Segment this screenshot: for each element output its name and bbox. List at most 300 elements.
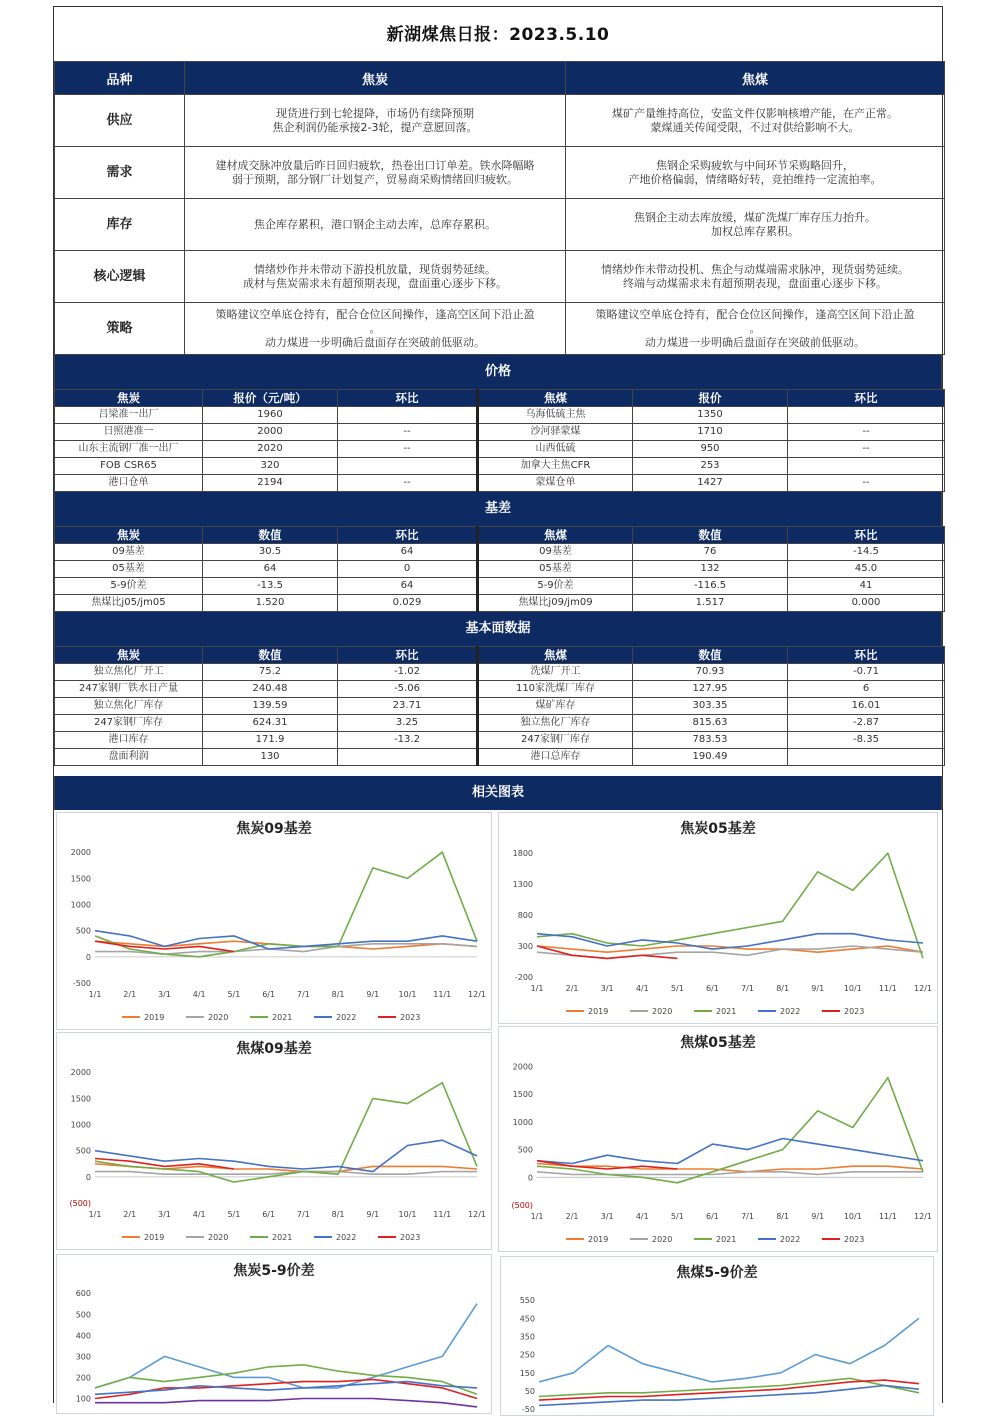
y-tick-label: 500 xyxy=(517,1145,533,1155)
legend-label: 2022 xyxy=(336,1013,357,1022)
x-tick-label: 3/1 xyxy=(158,990,171,999)
summary-row-demand xyxy=(55,147,945,199)
price-header-cell: 焦炭 xyxy=(55,390,203,407)
fundamental-cell: 190.49 xyxy=(633,749,788,766)
summary-text-line: 焦企库存累积，港口钢企主动去库，总库存累积。 xyxy=(254,217,496,231)
summary-text-line: 焦钢企主动去库放缓，煤矿洗煤厂库存压力抬升。 xyxy=(634,210,876,224)
summary-text-line: 。 xyxy=(369,321,381,335)
price-cell xyxy=(338,458,478,475)
x-tick-label: 6/1 xyxy=(706,1212,719,1221)
chart-0 xyxy=(56,812,492,1030)
summary-text-line: 策略建议空单底仓持有，配合仓位区间操作，逢高空区间下沿止盈 xyxy=(215,307,535,321)
price-cell: 山西低硫 xyxy=(478,441,633,458)
fundamental-header-row xyxy=(55,647,945,664)
summary-row-inventory xyxy=(55,199,945,251)
summary-coke-cell xyxy=(185,147,566,199)
fundamental-cell: -1.02 xyxy=(338,664,478,681)
x-tick-label: 9/1 xyxy=(366,1210,380,1219)
fundamental-cell: 独立焦化厂开工 xyxy=(55,664,203,681)
fundamental-cell: 16.01 xyxy=(788,698,945,715)
legend-label: 2022 xyxy=(780,1007,801,1016)
summary-coal-cell xyxy=(566,303,945,355)
fundamental-cell: 独立焦化厂库存 xyxy=(55,698,203,715)
series-line-a xyxy=(95,1304,477,1388)
y-tick-label: 2000 xyxy=(512,1062,533,1072)
x-tick-label: 12/1 xyxy=(914,1212,932,1221)
basis-cell: 45.0 xyxy=(788,561,945,578)
x-tick-label: 8/1 xyxy=(331,990,345,999)
summary-coal-cell xyxy=(566,147,945,199)
y-tick-label: 550 xyxy=(519,1296,535,1306)
fundamental-section-title: 基本面数据 xyxy=(54,612,942,646)
y-tick-label: 600 xyxy=(75,1289,91,1299)
series-line-2021 xyxy=(95,852,477,957)
basis-header-cell: 数值 xyxy=(633,527,788,544)
fundamental-cell: 75.2 xyxy=(203,664,338,681)
fundamental-cell xyxy=(788,749,945,766)
basis-cell: 64 xyxy=(338,544,478,561)
summary-text-line: 终端与动煤需求未有超预期表现，盘面重心逐步下移。 xyxy=(623,276,887,290)
price-cell xyxy=(788,458,945,475)
fundamental-cell: 303.35 xyxy=(633,698,788,715)
x-tick-label: 9/1 xyxy=(366,990,380,999)
summary-row-label: 供应 xyxy=(55,95,185,147)
price-cell: 山东主流钢厂准一出厂 xyxy=(55,441,203,458)
summary-coke-cell xyxy=(185,251,566,303)
price-cell: 加拿大主焦CFR xyxy=(478,458,633,475)
x-tick-label: 5/1 xyxy=(227,1210,241,1219)
legend-label: 2021 xyxy=(716,1007,737,1016)
y-tick-label: -50 xyxy=(521,1405,535,1415)
summary-coke-cell xyxy=(185,199,566,251)
series-line-e xyxy=(95,1399,477,1407)
price-cell: 2020 xyxy=(203,441,338,458)
price-cell: 1350 xyxy=(633,407,788,424)
x-tick-label: 11/1 xyxy=(433,1210,452,1219)
charts-section-title: 相关图表 xyxy=(54,776,942,810)
basis-cell: 132 xyxy=(633,561,788,578)
x-tick-label: 2/1 xyxy=(565,1212,579,1221)
summary-text-line: 现货进行到七轮提降，市场仍有续降预期 xyxy=(276,106,474,120)
legend-label: 2021 xyxy=(272,1233,293,1242)
legend-label: 2022 xyxy=(780,1235,801,1244)
fundamental-cell: 139.59 xyxy=(203,698,338,715)
price-cell: 1710 xyxy=(633,424,788,441)
price-cell: 沙河驿蒙煤 xyxy=(478,424,633,441)
fundamental-row xyxy=(55,664,945,681)
summary-text-line: 产地价格偏弱，情绪略好转，竞拍维持一定流拍率。 xyxy=(628,172,882,186)
fundamental-cell: 240.48 xyxy=(203,681,338,698)
y-tick-label: 1500 xyxy=(512,1090,533,1100)
fundamental-cell: 独立焦化厂库存 xyxy=(478,715,633,732)
y-tick-label: 1300 xyxy=(512,880,533,890)
fundamental-cell: 624.31 xyxy=(203,715,338,732)
fundamental-cell xyxy=(338,749,478,766)
basis-cell: 30.5 xyxy=(203,544,338,561)
chart-svg xyxy=(499,813,937,1023)
y-tick-label: 400 xyxy=(75,1331,91,1341)
fundamental-cell: 783.53 xyxy=(633,732,788,749)
y-tick-label: 100 xyxy=(75,1394,91,1404)
summary-header-coal: 焦煤 xyxy=(566,62,945,95)
x-tick-label: 10/1 xyxy=(843,984,862,993)
series-line-2021 xyxy=(537,1078,923,1183)
x-tick-label: 10/1 xyxy=(398,1210,417,1219)
report-title: 新湖煤焦日报：2023.5.10 xyxy=(386,25,610,45)
basis-cell: 1.520 xyxy=(203,595,338,612)
y-tick-label: 1000 xyxy=(70,1120,91,1130)
summary-row-core-logic xyxy=(55,251,945,303)
legend-label: 2021 xyxy=(716,1235,737,1244)
basis-header-cell: 数值 xyxy=(203,527,338,544)
x-tick-label: 1/1 xyxy=(530,984,544,993)
fundamental-cell: -8.35 xyxy=(788,732,945,749)
fundamental-cell: -13.2 xyxy=(338,732,478,749)
price-cell: 1427 xyxy=(633,475,788,492)
price-row xyxy=(55,441,945,458)
x-tick-label: 6/1 xyxy=(262,990,276,999)
y-tick-label: 450 xyxy=(519,1314,535,1324)
fundamental-cell: 171.9 xyxy=(203,732,338,749)
summary-header-coke: 焦炭 xyxy=(185,62,566,95)
fundamental-header-cell: 数值 xyxy=(203,647,338,664)
fundamental-row xyxy=(55,681,945,698)
x-tick-label: 1/1 xyxy=(88,990,102,999)
y-tick-label: 0 xyxy=(527,1173,533,1183)
summary-text-line: 策略建议空单底仓持有，配合仓位区间操作，逢高空区间下沿止盈 xyxy=(595,307,915,321)
y-tick-label: 350 xyxy=(519,1332,535,1342)
summary-text-line: 加权总库存累积。 xyxy=(711,224,799,238)
x-tick-label: 10/1 xyxy=(843,1212,862,1221)
summary-row-supply xyxy=(55,95,945,147)
summary-text-line: 。 xyxy=(749,321,761,335)
basis-header-row xyxy=(55,527,945,544)
price-cell: 吕梁准一出厂 xyxy=(55,407,203,424)
price-header-row xyxy=(55,390,945,407)
x-tick-label: 4/1 xyxy=(635,984,649,993)
fundamental-row xyxy=(55,749,945,766)
legend-label: 2019 xyxy=(144,1013,165,1022)
chart-svg xyxy=(57,813,491,1029)
y-tick-label: 1800 xyxy=(512,849,533,859)
y-tick-label: 300 xyxy=(517,942,533,952)
y-tick-label: 1500 xyxy=(70,874,91,884)
summary-row-label: 策略 xyxy=(55,303,185,355)
y-tick-label: 250 xyxy=(519,1350,535,1360)
y-tick-label: 0 xyxy=(85,952,91,962)
summary-row-strategy xyxy=(55,303,945,355)
legend-label: 2023 xyxy=(844,1007,865,1016)
fundamental-cell: 23.71 xyxy=(338,698,478,715)
x-tick-label: 5/1 xyxy=(227,990,241,999)
summary-text-line: 焦钢企采购疲软与中间环节采购略回升， xyxy=(656,158,854,172)
basis-header-cell: 环比 xyxy=(338,527,478,544)
basis-cell: 64 xyxy=(203,561,338,578)
x-tick-label: 1/1 xyxy=(88,1210,102,1219)
basis-cell: 5-9价差 xyxy=(478,578,633,595)
basis-cell: 0.000 xyxy=(788,595,945,612)
price-cell: 日照港准一 xyxy=(55,424,203,441)
basis-cell: 64 xyxy=(338,578,478,595)
basis-cell: 1.517 xyxy=(633,595,788,612)
fundamental-cell: 247家钢厂铁水日产量 xyxy=(55,681,203,698)
x-tick-label: 5/1 xyxy=(670,984,684,993)
basis-header-cell: 焦煤 xyxy=(478,527,633,544)
summary-coal-cell xyxy=(566,251,945,303)
y-tick-label: 800 xyxy=(517,911,533,921)
fundamental-cell: 盘面利润 xyxy=(55,749,203,766)
chart-title: 焦煤5-9价差 xyxy=(676,1265,758,1281)
x-tick-label: 4/1 xyxy=(192,990,206,999)
price-row xyxy=(55,475,945,492)
legend-label: 2023 xyxy=(400,1013,421,1022)
basis-row xyxy=(55,578,945,595)
summary-text-line: 情绪炒作并未带动下游投机放量，现货弱势延续。 xyxy=(254,262,496,276)
chart-2 xyxy=(56,1032,492,1250)
legend-label: 2022 xyxy=(336,1233,357,1242)
legend-label: 2023 xyxy=(400,1233,421,1242)
price-cell: 950 xyxy=(633,441,788,458)
legend-label: 2020 xyxy=(652,1235,673,1244)
fundamental-cell: 70.93 xyxy=(633,664,788,681)
price-header-cell: 环比 xyxy=(338,390,478,407)
summary-text-line: 情绪炒作未带动投机、焦企与动煤端需求脉冲，现货弱势延续。 xyxy=(601,262,909,276)
x-tick-label: 2/1 xyxy=(123,990,137,999)
basis-header-cell: 环比 xyxy=(788,527,945,544)
x-tick-label: 8/1 xyxy=(331,1210,345,1219)
price-cell: 乌海低硫主焦 xyxy=(478,407,633,424)
chart-title: 焦煤09基差 xyxy=(236,1041,312,1057)
basis-table xyxy=(54,526,945,612)
basis-cell: 76 xyxy=(633,544,788,561)
price-cell: 蒙煤仓单 xyxy=(478,475,633,492)
summary-text-line: 建材成交脉冲放量后昨日回归疲软，热卷出口订单差。铁水降幅略 xyxy=(215,158,535,172)
fundamental-cell: -2.87 xyxy=(788,715,945,732)
summary-text-line: 成材与焦炭需求未有超预期表现，盘面重心逐步下移。 xyxy=(243,276,507,290)
x-tick-label: 11/1 xyxy=(878,1212,897,1221)
fundamental-row xyxy=(55,732,945,749)
price-cell: 2194 xyxy=(203,475,338,492)
fundamental-cell: 港口总库存 xyxy=(478,749,633,766)
y-tick-label: 1000 xyxy=(70,900,91,910)
summary-text-line: 动力煤进一步明确后盘面存在突破前低驱动。 xyxy=(645,335,865,349)
fundamental-cell: 港口库存 xyxy=(55,732,203,749)
series-line-2022 xyxy=(537,1139,923,1164)
legend-label: 2023 xyxy=(844,1235,865,1244)
price-cell: -- xyxy=(788,441,945,458)
fundamental-header-cell: 焦煤 xyxy=(478,647,633,664)
fundamental-cell: 6 xyxy=(788,681,945,698)
fundamental-header-cell: 环比 xyxy=(788,647,945,664)
basis-row xyxy=(55,544,945,561)
fundamental-header-cell: 环比 xyxy=(338,647,478,664)
series-line-a xyxy=(539,1318,919,1382)
x-tick-label: 10/1 xyxy=(398,990,417,999)
y-tick-label: 300 xyxy=(75,1352,91,1362)
y-tick-label: 0 xyxy=(85,1172,91,1182)
summary-text-line: 焦企利润仍能承接2-3轮，提产意愿回落。 xyxy=(272,120,478,134)
x-tick-label: 6/1 xyxy=(706,984,719,993)
fundamental-cell: 洗煤厂开工 xyxy=(478,664,633,681)
y-tick-label: 2000 xyxy=(70,848,91,858)
legend-label: 2020 xyxy=(208,1013,229,1022)
chart-svg xyxy=(57,1033,491,1249)
y-tick-label: 1000 xyxy=(512,1117,533,1127)
fundamental-cell: 247家钢厂库存 xyxy=(478,732,633,749)
x-tick-label: 3/1 xyxy=(158,1210,171,1219)
price-cell: 253 xyxy=(633,458,788,475)
price-cell: 1960 xyxy=(203,407,338,424)
summary-text-line: 蒙煤通关传闻受限，不过对供给影响不大。 xyxy=(650,120,860,134)
basis-cell: 09基差 xyxy=(478,544,633,561)
x-tick-label: 11/1 xyxy=(433,990,452,999)
price-section-title: 价格 xyxy=(54,355,942,389)
x-tick-label: 2/1 xyxy=(565,984,579,993)
series-line-d xyxy=(95,1382,477,1395)
fundamental-row xyxy=(55,715,945,732)
y-tick-label: (500) xyxy=(511,1201,533,1210)
chart-4 xyxy=(56,1254,492,1414)
x-tick-label: 12/1 xyxy=(468,990,486,999)
fundamental-row xyxy=(55,698,945,715)
x-tick-label: 7/1 xyxy=(296,1210,310,1219)
fundamental-cell: -5.06 xyxy=(338,681,478,698)
legend-label: 2021 xyxy=(272,1013,293,1022)
fundamental-cell: 3.25 xyxy=(338,715,478,732)
legend-label: 2020 xyxy=(652,1007,673,1016)
basis-cell: 0 xyxy=(338,561,478,578)
x-tick-label: 5/1 xyxy=(670,1212,684,1221)
y-tick-label: -200 xyxy=(514,973,533,982)
fundamental-cell: -0.71 xyxy=(788,664,945,681)
y-tick-label: 500 xyxy=(75,1310,91,1320)
chart-1 xyxy=(498,812,938,1024)
basis-cell: 41 xyxy=(788,578,945,595)
summary-coal-cell xyxy=(566,95,945,147)
basis-header-cell: 焦炭 xyxy=(55,527,203,544)
x-tick-label: 2/1 xyxy=(123,1210,137,1219)
fundamental-cell: 815.63 xyxy=(633,715,788,732)
charts-area xyxy=(54,810,942,1415)
price-row xyxy=(55,424,945,441)
chart-title: 焦煤05基差 xyxy=(680,1035,756,1051)
basis-cell: 0.029 xyxy=(338,595,478,612)
x-tick-label: 12/1 xyxy=(468,1210,486,1219)
chart-svg xyxy=(57,1255,491,1413)
price-cell: -- xyxy=(788,475,945,492)
summary-coal-cell xyxy=(566,199,945,251)
legend-label: 2020 xyxy=(208,1233,229,1242)
basis-cell: 焦煤比j09/jm09 xyxy=(478,595,633,612)
x-tick-label: 4/1 xyxy=(192,1210,206,1219)
legend-label: 2019 xyxy=(588,1235,609,1244)
report-page xyxy=(53,6,943,1415)
summary-row-label: 核心逻辑 xyxy=(55,251,185,303)
y-tick-label: 500 xyxy=(75,926,91,936)
summary-text-line: 动力煤进一步明确后盘面存在突破前低驱动。 xyxy=(265,335,485,349)
chart-title: 焦炭05基差 xyxy=(680,821,756,837)
x-tick-label: 3/1 xyxy=(600,1212,614,1221)
chart-title: 焦炭09基差 xyxy=(236,821,312,837)
x-tick-label: 1/1 xyxy=(530,1212,544,1221)
price-cell: FOB CSR65 xyxy=(55,458,203,475)
summary-table xyxy=(54,61,945,355)
fundamental-cell: 煤矿库存 xyxy=(478,698,633,715)
x-tick-label: 9/1 xyxy=(811,984,825,993)
price-header-cell: 环比 xyxy=(788,390,945,407)
x-tick-label: 8/1 xyxy=(776,984,790,993)
legend-label: 2019 xyxy=(144,1233,165,1242)
x-tick-label: 8/1 xyxy=(776,1212,790,1221)
y-tick-label: 150 xyxy=(519,1368,535,1378)
basis-section-title: 基差 xyxy=(54,492,942,526)
x-tick-label: 4/1 xyxy=(635,1212,649,1221)
chart-3 xyxy=(498,1026,938,1252)
basis-cell: -13.5 xyxy=(203,578,338,595)
price-cell xyxy=(788,407,945,424)
fundamental-cell: 247家钢厂库存 xyxy=(55,715,203,732)
basis-row xyxy=(55,595,945,612)
y-tick-label: 1500 xyxy=(70,1094,91,1104)
summary-header-variety: 品种 xyxy=(55,62,185,95)
basis-cell: 5-9价差 xyxy=(55,578,203,595)
x-tick-label: 12/1 xyxy=(914,984,932,993)
basis-cell: -116.5 xyxy=(633,578,788,595)
x-tick-label: 7/1 xyxy=(741,1212,754,1221)
summary-row-label: 需求 xyxy=(55,147,185,199)
basis-cell: -14.5 xyxy=(788,544,945,561)
price-row xyxy=(55,458,945,475)
y-tick-label: 500 xyxy=(75,1146,91,1156)
basis-row xyxy=(55,561,945,578)
price-cell: 2000 xyxy=(203,424,338,441)
fundamental-cell: 127.95 xyxy=(633,681,788,698)
legend-label: 2019 xyxy=(588,1007,609,1016)
y-tick-label: 2000 xyxy=(70,1068,91,1078)
price-cell: -- xyxy=(338,441,478,458)
price-header-cell: 报价 xyxy=(633,390,788,407)
x-tick-label: 9/1 xyxy=(811,1212,825,1221)
chart-svg xyxy=(499,1027,937,1251)
chart-5 xyxy=(500,1256,934,1416)
price-cell: -- xyxy=(788,424,945,441)
x-tick-label: 11/1 xyxy=(878,984,897,993)
basis-cell: 05基差 xyxy=(55,561,203,578)
y-tick-label: 200 xyxy=(75,1373,91,1383)
summary-text-line: 弱于预期，部分钢厂计划复产，贸易商采购情绪回归疲软。 xyxy=(232,172,518,186)
price-cell: 320 xyxy=(203,458,338,475)
fundamental-cell: 130 xyxy=(203,749,338,766)
price-header-cell: 焦煤 xyxy=(478,390,633,407)
price-cell: -- xyxy=(338,424,478,441)
basis-cell: 05基差 xyxy=(478,561,633,578)
x-tick-label: 3/1 xyxy=(600,984,614,993)
fundamental-table xyxy=(54,646,945,766)
basis-cell: 焦煤比j05/jm05 xyxy=(55,595,203,612)
chart-svg xyxy=(501,1257,933,1415)
fundamental-cell: 110家洗煤厂库存 xyxy=(478,681,633,698)
price-header-cell: 报价（元/吨） xyxy=(203,390,338,407)
summary-coke-cell xyxy=(185,95,566,147)
price-row xyxy=(55,407,945,424)
y-tick-label: -500 xyxy=(72,979,91,988)
price-table xyxy=(54,389,945,492)
summary-coke-cell xyxy=(185,303,566,355)
chart-title: 焦炭5-9价差 xyxy=(233,1263,315,1279)
summary-text-line: 煤矿产量维持高位，安监文件仅影响核增产能，在产正常。 xyxy=(612,106,898,120)
x-tick-label: 7/1 xyxy=(741,984,754,993)
fundamental-header-cell: 数值 xyxy=(633,647,788,664)
